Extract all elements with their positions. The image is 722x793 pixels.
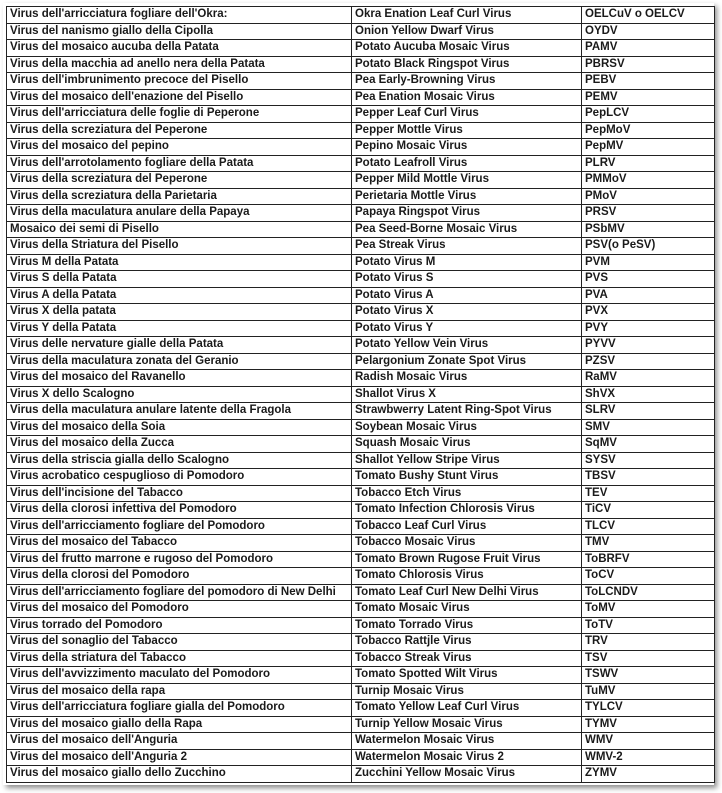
- table-row: [7, 683, 715, 700]
- table-row: [7, 733, 715, 750]
- english-name-cell: Potato Virus M: [352, 254, 582, 271]
- italian-name-cell: Virus della clorosi infettiva del Pomodoro: [7, 502, 352, 519]
- italian-name-cell: Virus A della Patata: [7, 287, 352, 304]
- english-name-cell: Tomato Yellow Leaf Curl Virus: [352, 700, 582, 717]
- english-name-cell: Pepper Mild Mottle Virus: [352, 172, 582, 189]
- italian-name-cell: Virus dell'arricciatura delle foglie di Peperone: [7, 106, 352, 123]
- table-row: [7, 766, 715, 783]
- table-row: [7, 436, 715, 453]
- english-name-cell: Papaya Ringspot Virus: [352, 205, 582, 222]
- italian-name-cell: Virus della maculatura anulare della Papaya: [7, 205, 352, 222]
- table-row: [7, 254, 715, 271]
- acronym-cell: RaMV: [582, 370, 715, 387]
- english-name-cell: Zucchini Yellow Mosaic Virus: [352, 766, 582, 783]
- english-name-cell: Perietaria Mottle Virus: [352, 188, 582, 205]
- italian-name-cell: Virus Y della Patata: [7, 320, 352, 337]
- acronym-cell: PEBV: [582, 73, 715, 90]
- english-name-cell: Squash Mosaic Virus: [352, 436, 582, 453]
- virus-table: [6, 6, 715, 783]
- italian-name-cell: Virus M della Patata: [7, 254, 352, 271]
- acronym-cell: PVS: [582, 271, 715, 288]
- acronym-cell: PEMV: [582, 89, 715, 106]
- acronym-cell: TBSV: [582, 469, 715, 486]
- italian-name-cell: Virus dell'avvizzimento maculato del Pomodoro: [7, 667, 352, 684]
- acronym-cell: OYDV: [582, 23, 715, 40]
- english-name-cell: Pea Early-Browning Virus: [352, 73, 582, 90]
- table-row: [7, 601, 715, 618]
- table-row: [7, 386, 715, 403]
- table-row: [7, 716, 715, 733]
- english-name-cell: Potato Aucuba Mosaic Virus: [352, 40, 582, 57]
- acronym-cell: PVY: [582, 320, 715, 337]
- table-row: [7, 320, 715, 337]
- acronym-cell: PRSV: [582, 205, 715, 222]
- table-row: [7, 469, 715, 486]
- acronym-cell: TMV: [582, 535, 715, 552]
- italian-name-cell: Virus S della Patata: [7, 271, 352, 288]
- acronym-cell: SLRV: [582, 403, 715, 420]
- table-row: [7, 205, 715, 222]
- table-row: [7, 353, 715, 370]
- italian-name-cell: Virus del mosaico del pepino: [7, 139, 352, 156]
- italian-name-cell: Virus del mosaico della Zucca: [7, 436, 352, 453]
- english-name-cell: Turnip Mosaic Virus: [352, 683, 582, 700]
- english-name-cell: Pelargonium Zonate Spot Virus: [352, 353, 582, 370]
- table-row: [7, 139, 715, 156]
- table-row: [7, 485, 715, 502]
- table-row: [7, 650, 715, 667]
- italian-name-cell: Virus dell'arricciatura fogliare gialla del Pomodoro: [7, 700, 352, 717]
- acronym-cell: PBRSV: [582, 56, 715, 73]
- acronym-cell: ToLCNDV: [582, 584, 715, 601]
- italian-name-cell: Virus torrado del Pomodoro: [7, 617, 352, 634]
- table-row: [7, 749, 715, 766]
- italian-name-cell: Virus del mosaico della Soia: [7, 419, 352, 436]
- english-name-cell: Tomato Mosaic Virus: [352, 601, 582, 618]
- english-name-cell: Shallot Virus X: [352, 386, 582, 403]
- acronym-cell: PZSV: [582, 353, 715, 370]
- table-row: [7, 568, 715, 585]
- table-row: [7, 73, 715, 90]
- italian-name-cell: Virus dell'imbrunimento precoce del Pisello: [7, 73, 352, 90]
- table-row: [7, 188, 715, 205]
- acronym-cell: WMV: [582, 733, 715, 750]
- italian-name-cell: Virus della screziatura del Peperone: [7, 172, 352, 189]
- english-name-cell: Tobacco Leaf Curl Virus: [352, 518, 582, 535]
- table-row: [7, 287, 715, 304]
- italian-name-cell: Virus del mosaico della rapa: [7, 683, 352, 700]
- acronym-cell: PYVV: [582, 337, 715, 354]
- italian-name-cell: Virus della clorosi del Pomodoro: [7, 568, 352, 585]
- acronym-cell: TYMV: [582, 716, 715, 733]
- acronym-cell: SqMV: [582, 436, 715, 453]
- english-name-cell: Tobacco Rattjle Virus: [352, 634, 582, 651]
- table-row: [7, 403, 715, 420]
- italian-name-cell: Virus della maculatura anulare latente della Fragola: [7, 403, 352, 420]
- english-name-cell: Tobacco Streak Virus: [352, 650, 582, 667]
- table-row: [7, 155, 715, 172]
- table-row: [7, 106, 715, 123]
- english-name-cell: Pea Enation Mosaic Virus: [352, 89, 582, 106]
- virus-table-body: [7, 7, 715, 783]
- italian-name-cell: Virus della Striatura del Pisello: [7, 238, 352, 255]
- english-name-cell: Potato Black Ringspot Virus: [352, 56, 582, 73]
- table-row: [7, 238, 715, 255]
- english-name-cell: Potato Yellow Vein Virus: [352, 337, 582, 354]
- english-name-cell: Tomato Brown Rugose Fruit Virus: [352, 551, 582, 568]
- english-name-cell: Tomato Torrado Virus: [352, 617, 582, 634]
- table-row: [7, 502, 715, 519]
- english-name-cell: Potato Virus Y: [352, 320, 582, 337]
- table-row: [7, 337, 715, 354]
- italian-name-cell: Virus della screziatura della Parietaria: [7, 188, 352, 205]
- table-row: [7, 419, 715, 436]
- acronym-cell: PSbMV: [582, 221, 715, 238]
- italian-name-cell: Virus dell'arrotolamento fogliare della Patata: [7, 155, 352, 172]
- italian-name-cell: Virus della screziatura del Peperone: [7, 122, 352, 139]
- english-name-cell: Potato Virus S: [352, 271, 582, 288]
- acronym-cell: TRV: [582, 634, 715, 651]
- table-row: [7, 584, 715, 601]
- table-row: [7, 271, 715, 288]
- table-row: [7, 551, 715, 568]
- table-row: [7, 535, 715, 552]
- acronym-cell: ToCV: [582, 568, 715, 585]
- italian-name-cell: Virus della macchia ad anello nera della Patata: [7, 56, 352, 73]
- english-name-cell: Pepper Leaf Curl Virus: [352, 106, 582, 123]
- table-row: [7, 40, 715, 57]
- acronym-cell: TuMV: [582, 683, 715, 700]
- table-row: [7, 89, 715, 106]
- acronym-cell: TSWV: [582, 667, 715, 684]
- table-row: [7, 667, 715, 684]
- english-name-cell: Radish Mosaic Virus: [352, 370, 582, 387]
- english-name-cell: Pea Streak Virus: [352, 238, 582, 255]
- english-name-cell: Pepino Mosaic Virus: [352, 139, 582, 156]
- acronym-cell: TSV: [582, 650, 715, 667]
- italian-name-cell: Virus delle nervature gialle della Patata: [7, 337, 352, 354]
- english-name-cell: Potato Virus X: [352, 304, 582, 321]
- acronym-cell: TEV: [582, 485, 715, 502]
- italian-name-cell: Virus della maculatura zonata del Geranio: [7, 353, 352, 370]
- english-name-cell: Tomato Spotted Wilt Virus: [352, 667, 582, 684]
- acronym-cell: WMV-2: [582, 749, 715, 766]
- table-row: [7, 7, 715, 24]
- acronym-cell: PepLCV: [582, 106, 715, 123]
- acronym-cell: PepMoV: [582, 122, 715, 139]
- italian-name-cell: Virus X della patata: [7, 304, 352, 321]
- english-name-cell: Tomato Leaf Curl New Delhi Virus: [352, 584, 582, 601]
- italian-name-cell: Virus della striatura del Tabacco: [7, 650, 352, 667]
- italian-name-cell: Virus dell'arricciatura fogliare dell'Okra:: [7, 7, 352, 24]
- english-name-cell: Strawbwerry Latent Ring-Spot Virus: [352, 403, 582, 420]
- italian-name-cell: Virus del nanismo giallo della Cipolla: [7, 23, 352, 40]
- table-row: [7, 56, 715, 73]
- acronym-cell: PAMV: [582, 40, 715, 57]
- acronym-cell: TiCV: [582, 502, 715, 519]
- english-name-cell: Tomato Infection Chlorosis Virus: [352, 502, 582, 519]
- italian-name-cell: Virus del mosaico dell'Anguria: [7, 733, 352, 750]
- english-name-cell: Tobacco Mosaic Virus: [352, 535, 582, 552]
- acronym-cell: PMMoV: [582, 172, 715, 189]
- table-row: [7, 700, 715, 717]
- acronym-cell: SYSV: [582, 452, 715, 469]
- italian-name-cell: Virus del mosaico dell'Anguria 2: [7, 749, 352, 766]
- italian-name-cell: Virus acrobatico cespuglioso di Pomodoro: [7, 469, 352, 486]
- acronym-cell: ZYMV: [582, 766, 715, 783]
- acronym-cell: PSV(o PeSV): [582, 238, 715, 255]
- english-name-cell: Okra Enation Leaf Curl Virus: [352, 7, 582, 24]
- english-name-cell: Pea Seed-Borne Mosaic Virus: [352, 221, 582, 238]
- table-row: [7, 634, 715, 651]
- acronym-cell: PMoV: [582, 188, 715, 205]
- english-name-cell: Shallot Yellow Stripe Virus: [352, 452, 582, 469]
- english-name-cell: Watermelon Mosaic Virus: [352, 733, 582, 750]
- italian-name-cell: Virus del frutto marrone e rugoso del Pomodoro: [7, 551, 352, 568]
- table-row: [7, 452, 715, 469]
- italian-name-cell: Virus del mosaico dell'enazione del Pisello: [7, 89, 352, 106]
- english-name-cell: Tomato Bushy Stunt Virus: [352, 469, 582, 486]
- italian-name-cell: Virus del mosaico del Ravanello: [7, 370, 352, 387]
- italian-name-cell: Mosaico dei semi di Pisello: [7, 221, 352, 238]
- acronym-cell: PLRV: [582, 155, 715, 172]
- acronym-cell: TLCV: [582, 518, 715, 535]
- italian-name-cell: Virus del mosaico giallo della Rapa: [7, 716, 352, 733]
- english-name-cell: Tomato Chlorosis Virus: [352, 568, 582, 585]
- acronym-cell: PepMV: [582, 139, 715, 156]
- english-name-cell: Potato Leafroll Virus: [352, 155, 582, 172]
- table-row: [7, 221, 715, 238]
- english-name-cell: Onion Yellow Dwarf Virus: [352, 23, 582, 40]
- english-name-cell: Potato Virus A: [352, 287, 582, 304]
- table-row: [7, 122, 715, 139]
- acronym-cell: PVM: [582, 254, 715, 271]
- italian-name-cell: Virus della striscia gialla dello Scalogno: [7, 452, 352, 469]
- acronym-cell: TYLCV: [582, 700, 715, 717]
- table-row: [7, 518, 715, 535]
- english-name-cell: Soybean Mosaic Virus: [352, 419, 582, 436]
- italian-name-cell: Virus dell'arricciamento fogliare del Pomodoro: [7, 518, 352, 535]
- italian-name-cell: Virus dell'arricciamento fogliare del pomodoro di New Delhi: [7, 584, 352, 601]
- italian-name-cell: Virus del mosaico del Pomodoro: [7, 601, 352, 618]
- acronym-cell: ToMV: [582, 601, 715, 618]
- italian-name-cell: Virus del mosaico aucuba della Patata: [7, 40, 352, 57]
- english-name-cell: Pepper Mottle Virus: [352, 122, 582, 139]
- italian-name-cell: Virus del sonaglio del Tabacco: [7, 634, 352, 651]
- italian-name-cell: Virus del mosaico del Tabacco: [7, 535, 352, 552]
- italian-name-cell: Virus X dello Scalogno: [7, 386, 352, 403]
- table-row: [7, 617, 715, 634]
- table-row: [7, 172, 715, 189]
- english-name-cell: Tobacco Etch Virus: [352, 485, 582, 502]
- acronym-cell: ToBRFV: [582, 551, 715, 568]
- english-name-cell: Turnip Yellow Mosaic Virus: [352, 716, 582, 733]
- acronym-cell: OELCuV o OELCV: [582, 7, 715, 24]
- acronym-cell: PVA: [582, 287, 715, 304]
- acronym-cell: ShVX: [582, 386, 715, 403]
- italian-name-cell: Virus dell'incisione del Tabacco: [7, 485, 352, 502]
- table-row: [7, 23, 715, 40]
- table-row: [7, 304, 715, 321]
- english-name-cell: Watermelon Mosaic Virus 2: [352, 749, 582, 766]
- acronym-cell: PVX: [582, 304, 715, 321]
- acronym-cell: SMV: [582, 419, 715, 436]
- table-row: [7, 370, 715, 387]
- acronym-cell: ToTV: [582, 617, 715, 634]
- italian-name-cell: Virus del mosaico giallo dello Zucchino: [7, 766, 352, 783]
